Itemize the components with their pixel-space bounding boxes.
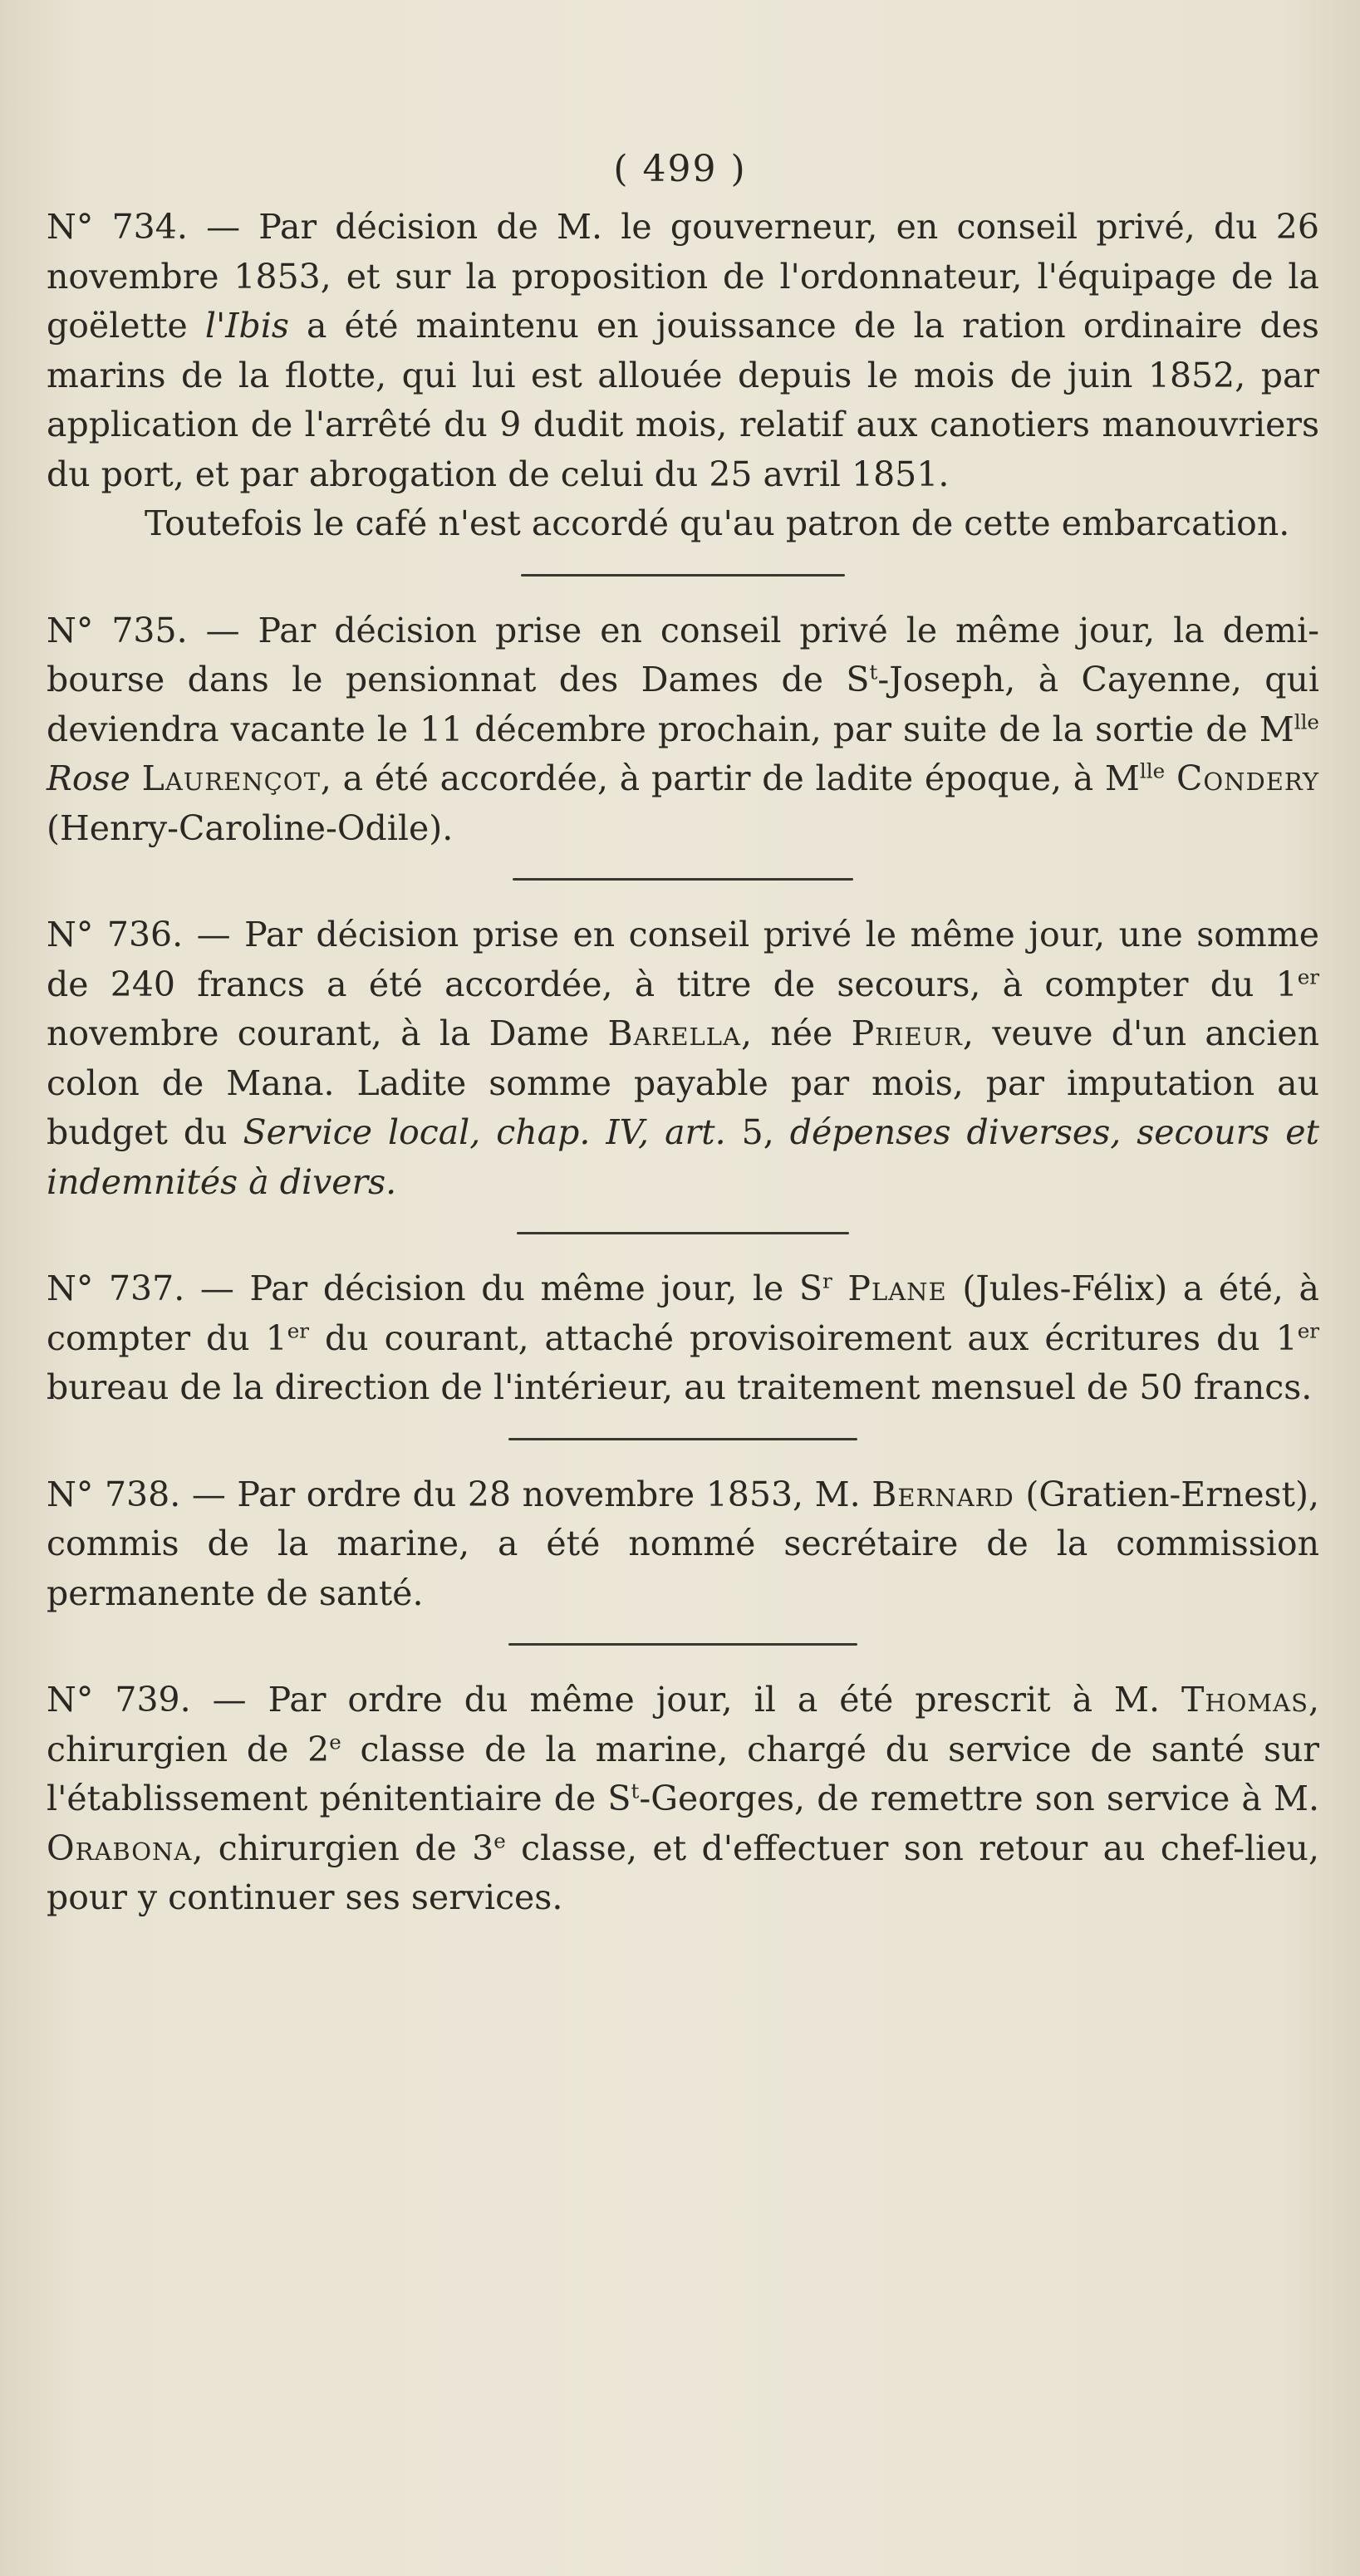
entry-text: classe de la marine, chargé du service de santé sur l'établissement pénitentiaire de S (47, 1729, 1319, 1818)
entry-text: , chirurgien de 2 (47, 1680, 1319, 1769)
separator-rule (508, 1438, 857, 1440)
budget-reference: art. (665, 1112, 726, 1152)
entry-text: -Georges, de remettre son service à M. (639, 1779, 1319, 1818)
superscript: e (493, 1828, 506, 1852)
entry-text: , chirurgien de 3 (192, 1828, 494, 1868)
entry-number: N° 735. (47, 610, 188, 650)
entry-735 (47, 606, 1319, 854)
entry-text: — Par décision de M. le gouverneur, en conseil privé, du 26 novembre 1853, et sur la proposition de l'ordonnateur, l'équipage de la goëlette (47, 207, 1319, 346)
entry-738-paragraph (47, 1470, 1319, 1619)
separator-rule (521, 574, 845, 577)
superscript: lle (1294, 709, 1319, 734)
entry-text: — Par décision prise en conseil privé le même jour, une somme de 240 francs a été accordée, à titre de secours, à compter du 1 (47, 915, 1319, 1004)
entry-text: -Joseph, à Cayenne, qui deviendra vacante le 11 décembre prochain, par suite de la sortie de M (47, 660, 1320, 749)
entry-738 (47, 1470, 1319, 1619)
superscript: er (1297, 1317, 1319, 1342)
superscript: e (329, 1729, 341, 1754)
person-surname: Condery (1176, 758, 1319, 798)
entry-737 (47, 1264, 1319, 1413)
superscript: r (822, 1268, 832, 1293)
person-surname: Plane (847, 1268, 947, 1308)
person-surname: Thomas (1181, 1680, 1308, 1720)
entry-text: 5, (741, 1112, 774, 1152)
separator-rule (517, 1232, 849, 1234)
person-surname: Prieur (851, 1013, 963, 1053)
page-number: ( 499 ) (613, 148, 747, 190)
entry-736 (47, 910, 1319, 1207)
entry-734-note: Toutefois le café n'est accordé qu'au patron de cette embarcation. (145, 503, 1290, 543)
entry-739 (47, 1676, 1319, 1923)
superscript: er (287, 1317, 310, 1342)
entry-text: classe, et d'effectuer son retour au chef-lieu, pour y continuer ses services. (47, 1828, 1319, 1917)
entry-number: N° 734. (47, 207, 188, 247)
entry-737-paragraph (47, 1264, 1319, 1413)
entry-text: a été maintenu en jouissance de la ration ordinaire des marins de la flotte, qui lui est allouée depuis le mois de juin 1852, par application de l'arrêté du 9 dudit mois, relatif aux canotiers manouvriers du port, et par abrogation de celui du 25 avril 1851. (47, 306, 1319, 494)
entry-735-paragraph (47, 606, 1319, 854)
person-surname: Orabona (47, 1828, 193, 1868)
person-first-name: Rose (47, 758, 130, 798)
entry-text: , a été accordée, à partir de ladite époque, à M (320, 758, 1140, 798)
entry-text: — Par ordre du 28 novembre 1853, M. (191, 1474, 861, 1514)
entry-text: — Par ordre du même jour, il a été prescrit à M. (212, 1680, 1161, 1720)
entry-text: — Par décision du même jour, le S (199, 1268, 823, 1308)
entry-739-paragraph (47, 1676, 1319, 1923)
entry-text: (Gratien-Ernest), commis de la marine, a été nommé secrétaire de la commission permanente de santé. (47, 1474, 1320, 1613)
entry-number: N° 736. (47, 915, 184, 954)
entry-text: , veuve d'un ancien colon de Mana. Ladite somme payable par mois, par imputation au budget du (47, 1013, 1319, 1152)
person-surname: Bernard (871, 1474, 1014, 1514)
entry-text: du courant, attaché provisoirement aux écritures du 1 (325, 1317, 1298, 1358)
entry-text: — Par décision prise en conseil privé le même jour, la demi-bourse dans le pensionnat des Dames de S (47, 610, 1319, 699)
entry-number: N° 739. (47, 1680, 191, 1720)
entry-number: N° 738. (47, 1474, 181, 1514)
superscript: er (1297, 964, 1319, 989)
entry-736-paragraph (47, 910, 1319, 1207)
entry-734-paragraph (47, 203, 1319, 499)
person-surname: Barella (607, 1013, 741, 1053)
budget-reference: dépenses diverses, secours et indemnités à divers. (47, 1112, 1319, 1202)
entry-text: (Jules-Félix) a été, à compter du 1 (47, 1268, 1319, 1358)
entry-text: novembre courant, à la Dame (47, 1013, 590, 1053)
separator-rule (508, 1643, 857, 1646)
entry-text: bureau de la direction de l'intérieur, au traitement mensuel de 50 francs. (47, 1367, 1313, 1407)
separator-rule (513, 878, 853, 881)
ship-name: l'Ibis (204, 306, 289, 346)
text-block (47, 203, 1319, 1923)
person-surname: Laurençot (141, 758, 321, 798)
superscript: t (631, 1779, 640, 1803)
entry-number: N° 737. (47, 1268, 185, 1308)
entry-734 (47, 203, 1319, 549)
superscript: t (869, 660, 878, 684)
superscript: lle (1139, 758, 1166, 783)
entry-text: , née (741, 1013, 833, 1053)
entry-text: (Henry-Caroline-Odile). (47, 807, 454, 848)
budget-reference: Service local, chap. IV, (243, 1112, 650, 1152)
